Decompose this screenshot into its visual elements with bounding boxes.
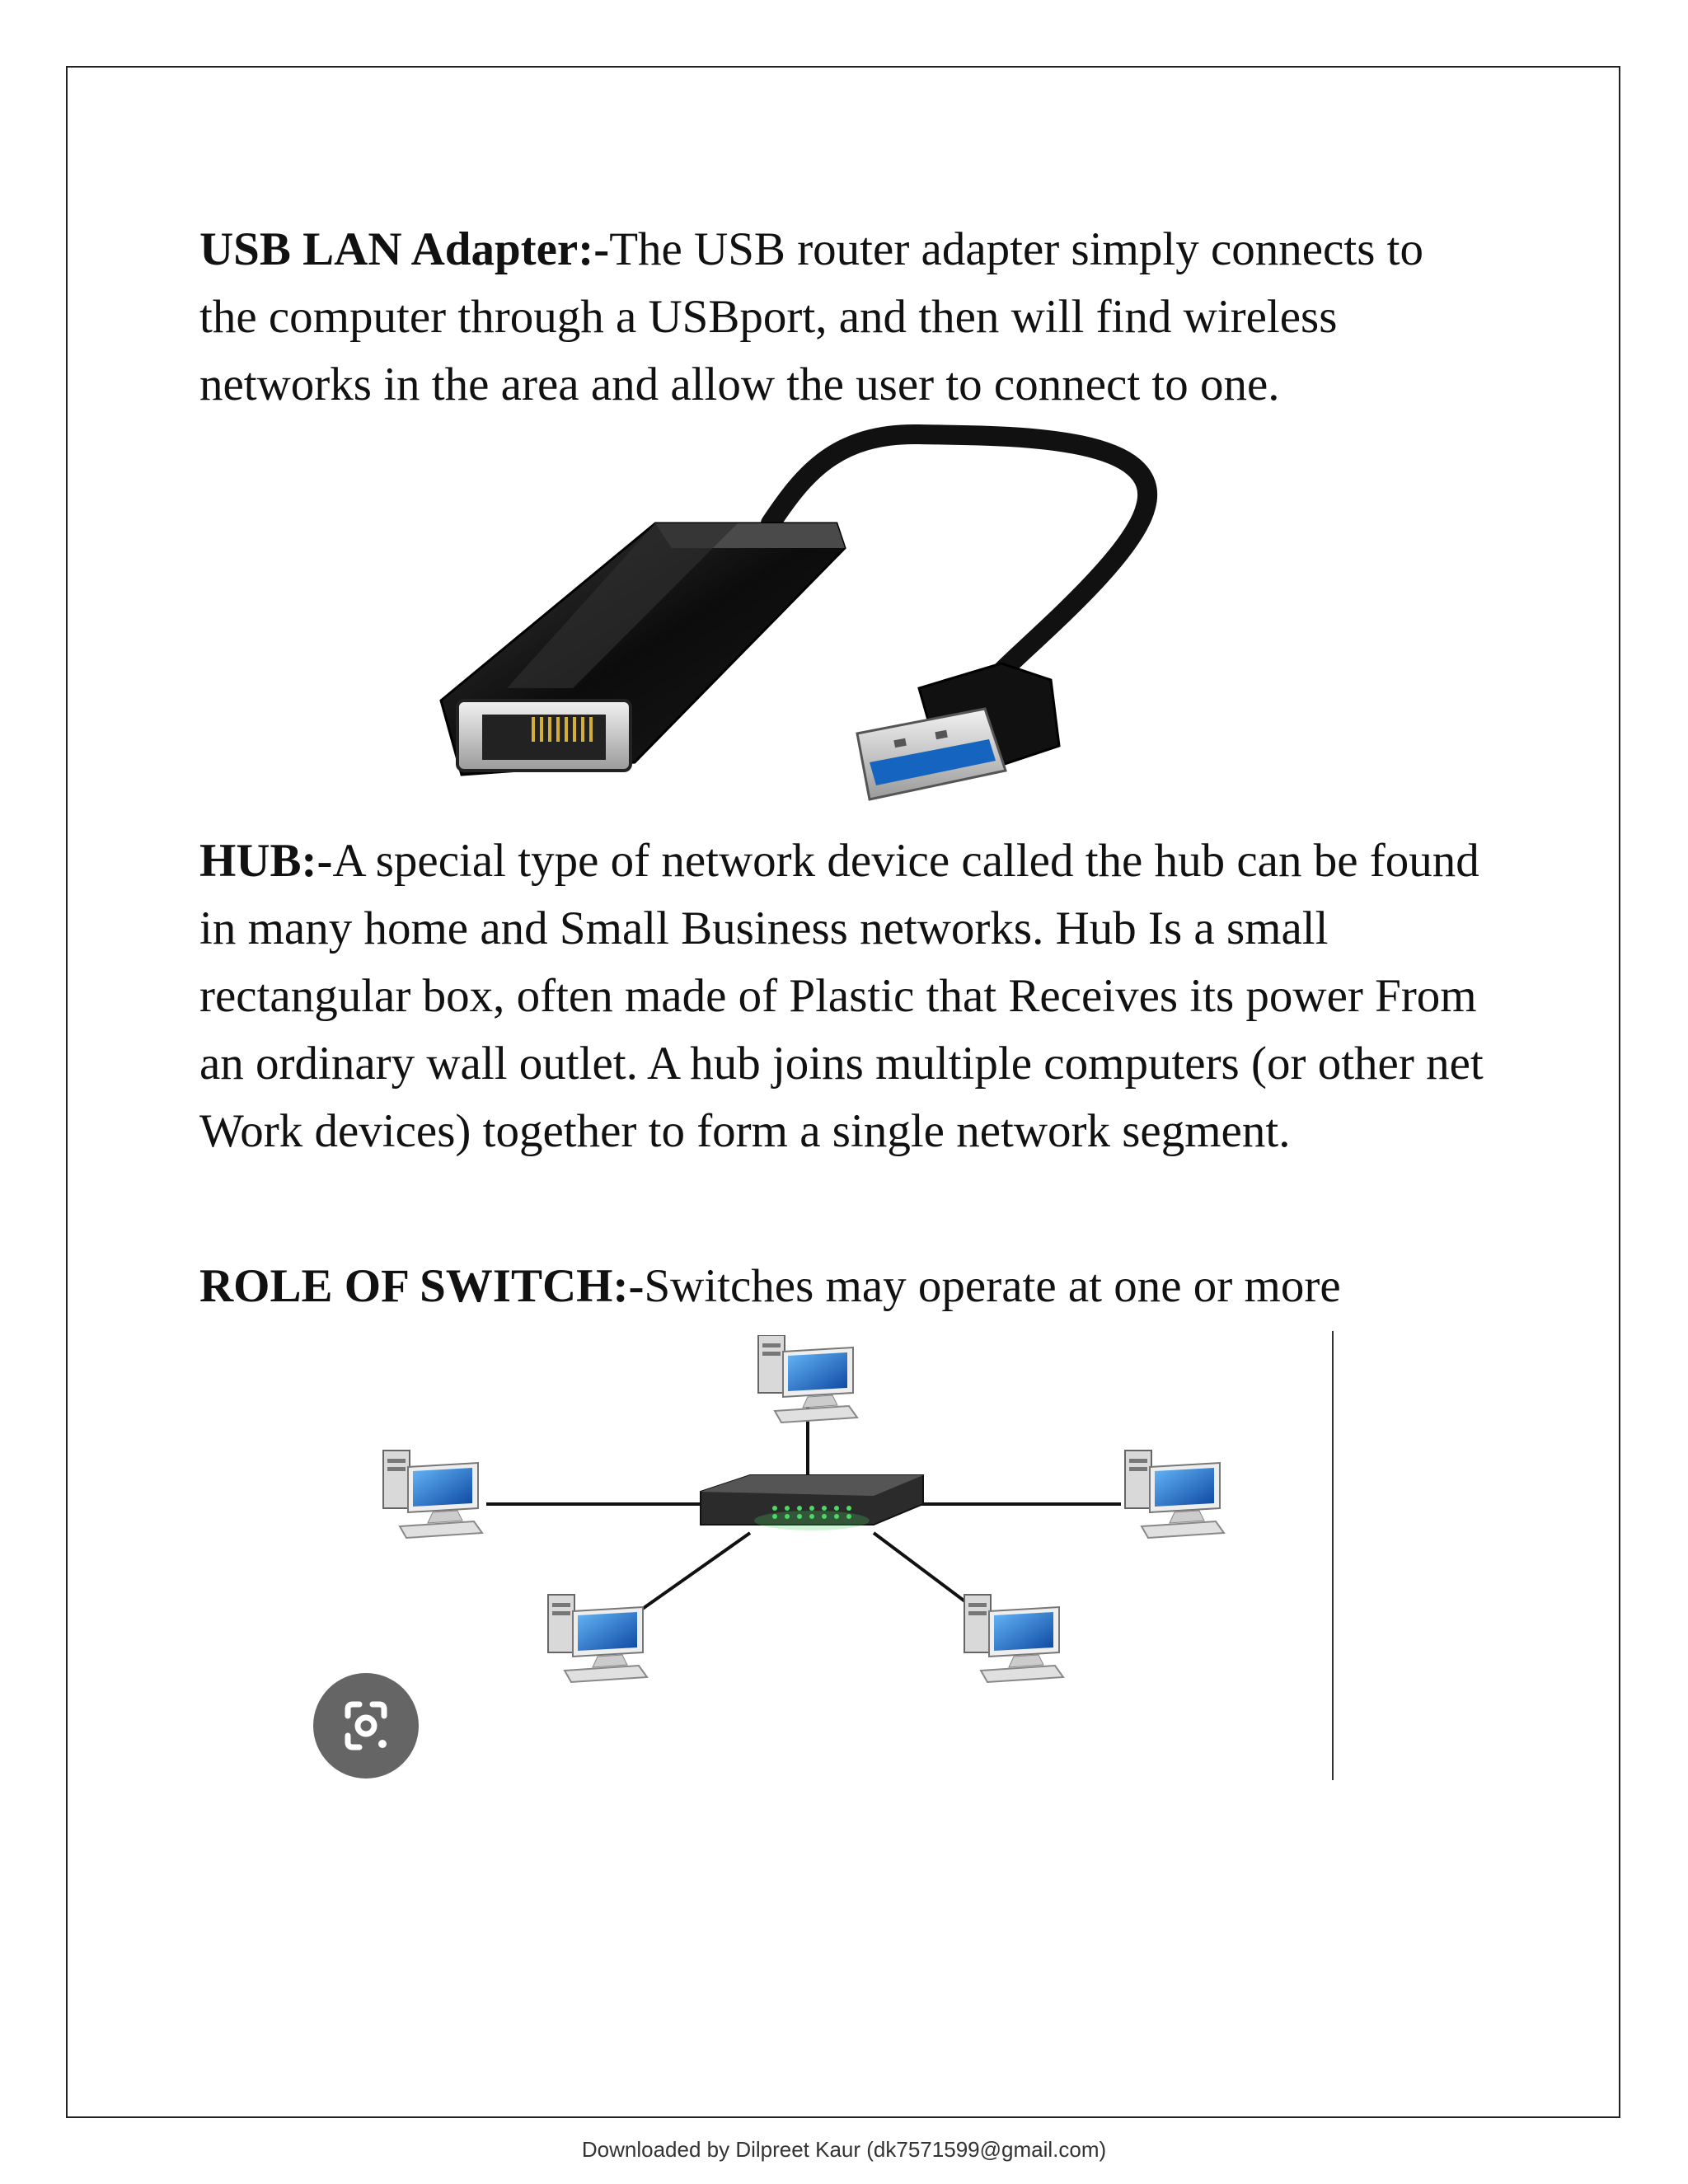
computer-top	[758, 1335, 857, 1422]
vertical-rule	[1332, 1331, 1334, 1780]
hub-text: A special type of network device called the hub can be found in many home and Small Business networks. Hub Is a small rectangular box, often made of Plastic that Receives its power From an ordinary wall outlet. A hub joins multiple computers (or other net Work devices) together to form a single network segment.	[199, 835, 1484, 1157]
computer-bottom-left	[548, 1595, 647, 1682]
computer-right	[1125, 1451, 1224, 1538]
role-of-switch-text: Switches may operate at one or more	[644, 1260, 1341, 1312]
usb-lan-adapter-heading: USB LAN Adapter:-	[199, 223, 610, 275]
network-switch	[701, 1475, 923, 1530]
hub-paragraph	[199, 827, 1485, 1165]
lens-button[interactable]	[313, 1673, 419, 1779]
google-lens-icon	[313, 1673, 419, 1779]
role-of-switch-heading: ROLE OF SWITCH:-	[199, 1260, 645, 1312]
usb-lan-adapter-paragraph	[199, 216, 1485, 419]
usb-lan-adapter-text: The USB router adapter simply connects to the computer through a USBport, and then will find wireless networks in the area and allow the user to connect to one.	[199, 223, 1423, 410]
download-footer: Downloaded by Dilpreet Kaur (dk7571599@gmail.com)	[581, 2137, 1107, 2162]
hub-heading: HUB:-	[199, 835, 333, 887]
computer-left	[383, 1451, 482, 1538]
star-network-diagram	[363, 1335, 1253, 1714]
computer-bottom-right	[964, 1595, 1063, 1682]
role-of-switch-paragraph	[199, 1253, 1485, 1320]
usb-lan-adapter-image	[408, 416, 1179, 820]
